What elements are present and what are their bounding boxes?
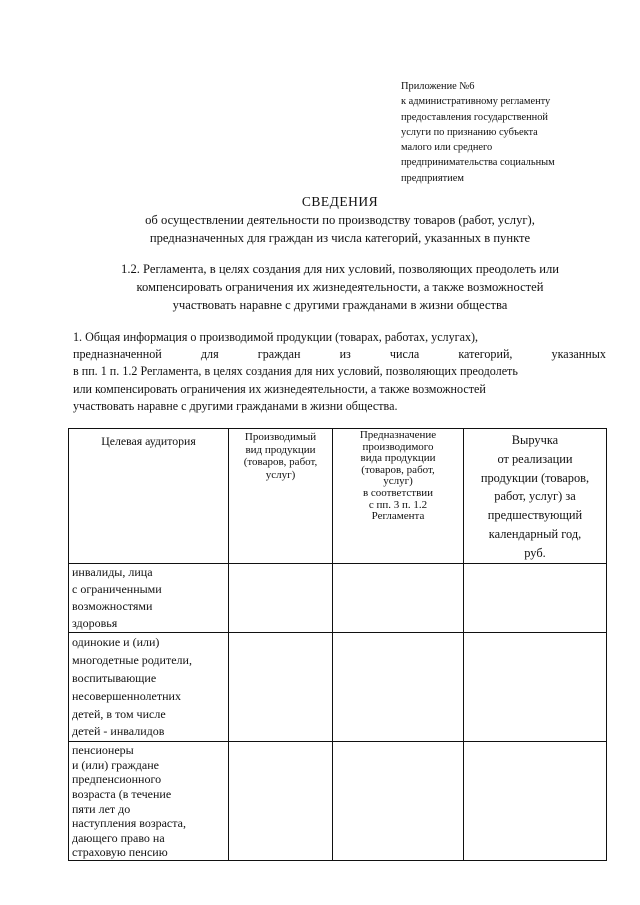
- empty-cell: [464, 563, 607, 633]
- intro-word: граждан: [257, 347, 301, 362]
- empty-cell: [229, 742, 333, 861]
- empty-cell: [333, 563, 464, 633]
- intro-word: указанных: [551, 347, 606, 362]
- intro-word: предназначенной: [73, 347, 162, 362]
- annex-line: к административному регламенту: [401, 96, 551, 108]
- annex-line: предприятием: [401, 172, 464, 184]
- intro-line: в пп. 1 п. 1.2 Регламента, в целях создания для них условий, позволяющих преодолеть: [73, 364, 518, 379]
- product-info-table: [68, 428, 607, 861]
- empty-cell: [229, 633, 333, 742]
- intro-word: для: [200, 347, 219, 362]
- intro-line-justified: [73, 346, 606, 363]
- table-row: [69, 742, 607, 861]
- annex-line: предоставления государственной: [401, 111, 548, 123]
- document-title: СВЕДЕНИЯ: [301, 194, 379, 209]
- empty-cell: [229, 563, 333, 633]
- intro-line: участвовать наравне с другими гражданами в жизни общества.: [73, 398, 398, 413]
- intro-word: из: [339, 347, 351, 362]
- header-product-type: Производимый вид продукции (товаров, работ, услуг): [229, 429, 333, 564]
- annex-line: предпринимательства социальным: [401, 157, 555, 169]
- heading-gap: [60, 247, 620, 260]
- empty-cell: [464, 633, 607, 742]
- annex-line: малого или среднего: [401, 142, 493, 154]
- heading-line: об осуществлении деятельности по производству товаров (работ, услуг),: [145, 213, 535, 227]
- annex-block: [401, 79, 616, 186]
- empty-cell: [333, 633, 464, 742]
- intro-line: или компенсировать ограничения их жизнедеятельности, а также возможностей: [73, 381, 486, 396]
- heading-line: 1.2. Регламента, в целях создания для них условий, позволяющих преодолеть или: [121, 262, 559, 276]
- row-label-parents: одинокие и (или) многодетные родители, воспитывающие несовершеннолетних детей, в том числе детей - инвалидов: [69, 633, 229, 742]
- document-heading: [60, 193, 620, 314]
- table-row: [69, 563, 607, 633]
- annex-line: услуги по признанию субъекта: [401, 126, 538, 138]
- header-target-audience: Целевая аудитория: [69, 429, 229, 564]
- empty-cell: [464, 742, 607, 861]
- heading-line: компенсировать ограничения их жизнедеятельности, а также возможностей: [136, 280, 544, 294]
- intro-line: 1. Общая информация о производимой продукции (товарах, работах, услугах),: [73, 330, 479, 344]
- row-label-disabled: инвалиды, лица с ограниченными возможностями здоровья: [69, 563, 229, 633]
- annex-line: Приложение №6: [401, 81, 475, 92]
- header-revenue: Выручка от реализации продукции (товаров, работ, услуг) за предшествующий календарный год, руб.: [464, 429, 607, 564]
- intro-word: категорий,: [458, 347, 513, 362]
- table-header-row: [69, 429, 607, 564]
- header-product-purpose: Предназначение производимого вида продукции (товаров, работ, услуг) в соответствии с пп. 3 п. 1.2 Регламента: [333, 429, 464, 564]
- heading-line: предназначенных для граждан из числа категорий, указанных в пункте: [149, 231, 531, 245]
- intro-paragraph: [73, 329, 606, 415]
- heading-line: участвовать наравне с другими гражданами в жизни общества: [172, 298, 508, 312]
- intro-word: числа: [389, 347, 420, 362]
- empty-cell: [333, 742, 464, 861]
- row-label-pensioners: пенсионеры и (или) граждане предпенсионного возраста (в течение пяти лет до наступления возраста, дающего право на страховую пенсию: [69, 742, 229, 861]
- table-row: [69, 633, 607, 742]
